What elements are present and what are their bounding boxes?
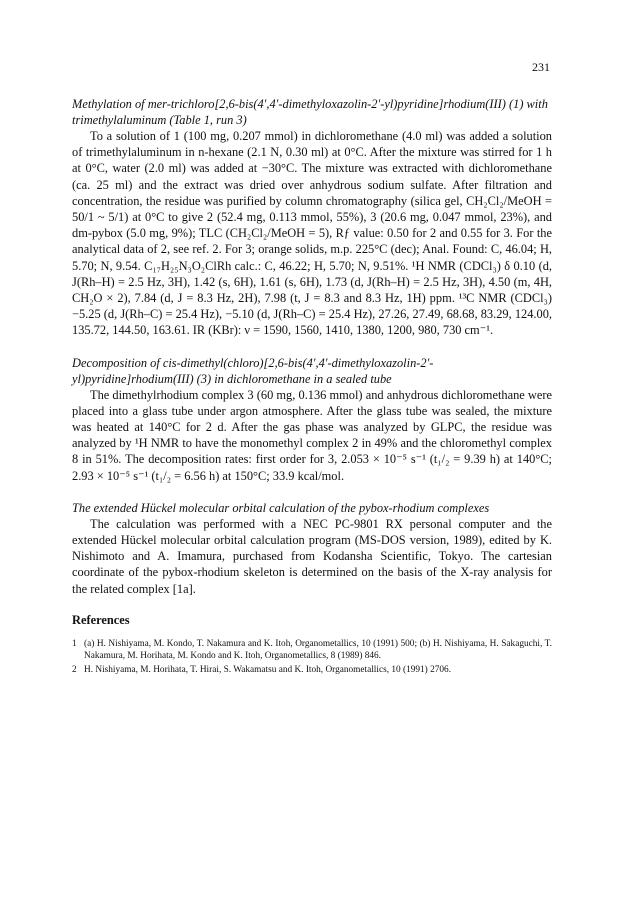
- section-title: The extended Hückel molecular orbital calculation of the pybox-rhodium complexes: [72, 500, 490, 515]
- section-paragraph: The calculation was performed with a NEC PC-9801 RX personal computer and the extended Hückel molecular orbital calculation program (MS-DOS version, 1989), edited by K. Nishimoto and A. Imamura, purchased from Kodansha Scientific, Tokyo. The cartesian coordinate of the pybox-rhodium skeleton is determined on the basis of the X-ray analysis for the related complex [1a].: [72, 516, 552, 596]
- section-huckel-calculation: [72, 500, 552, 597]
- reference-list: [72, 638, 552, 677]
- section-methylation: [72, 96, 552, 339]
- section-title: Methylation of mer-trichloro[2,6-bis(4′,4′-dimethyloxazolin-2′-yl)pyridine]rhodium(III) (1) with trimethylaluminum (Table 1, run 3): [72, 97, 548, 127]
- reference-number: 1: [72, 638, 77, 649]
- reference-item: [72, 664, 552, 677]
- reference-item: [72, 638, 552, 663]
- article-body: [72, 96, 552, 678]
- reference-text: (a) H. Nishiyama, M. Kondo, T. Nakamura and K. Itoh, Organometallics, 10 (1991) 500; (b) H. Nishiyama, H. Sakaguchi, T. Nakamura, M. Horihata, M. Kondo and K. Itoh, Organometallics, 8 (1989) 846.: [84, 638, 552, 662]
- section-paragraph: The dimethylrhodium complex 3 (60 mg, 0.136 mmol) and anhydrous dichloromethane were placed into a glass tube under argon atmosphere. After the glass tube was sealed, the mixture was heated at 140°C for 2 d. After the gas phase was analyzed by GLPC, the residue was analyzed by ¹H NMR to have the monomethyl complex 2 in 49% and the chloromethyl complex 8 in 51%. The decomposition rates: first order for 3, 2.053 × 10⁻⁵ s⁻¹ (t₁/₂ = 9.39 h) at 140°C; 2.93 × 10⁻⁵ s⁻¹ (t₁/₂ = 6.56 h) at 150°C; 33.9 kcal/mol.: [72, 387, 552, 483]
- reference-text: H. Nishiyama, M. Horihata, T. Hirai, S. Wakamatsu and K. Itoh, Organometallics, 10 (1991) 2706.: [84, 665, 452, 676]
- section-title: Decomposition of cis-dimethyl(chloro)[2,6-bis(4′,4′-dimethyloxazolin-2′-yl)pyridine]rhodium(III) (3) in dichloromethane in a sealed tube: [72, 355, 434, 386]
- references-heading: References: [72, 612, 130, 627]
- reference-number: 2: [72, 665, 77, 676]
- page-number: 231: [532, 60, 550, 74]
- section-decomposition: [72, 355, 552, 484]
- section-paragraph: To a solution of 1 (100 mg, 0.207 mmol) in dichloromethane (4.0 ml) was added a solution of trimethylaluminum in n-hexane (2.1 N, 0.30 ml) at 0°C. After the mixture was stirred for 1 h at 0°C, water (2.0 ml) was added at −30°C. The mixture was extracted with dichloromethane (ca. 25 ml) and the extract was dried over anhydrous sodium sulfate. After filtration and concentration, the residue was purified by column chromatography (silica gel, CH₂Cl₂/MeOH = 50/1 ~ 5/1) at 0°C to give 2 (52.4 mg, 0.113 mmol, 55%), 3 (20.6 mg, 0.047 mmol, 23%), and dm-pybox (5.0 mg, 9%); TLC (CH₂Cl₂/MeOH = 5), Rƒ value: 0.50 for 2 and 0.55 for 3. For the analytical data of 2, see ref. 2. For 3; orange solids, m.p. 225°C (dec); Anal. Found: C, 46.04; H, 5.70; N, 9.54. C₁₇H₂₅N₃O₂ClRh calc.: C, 46.22; H, 5.70; N, 9.51%. ¹H NMR (CDCl₃) δ 0.10 (d, J(Rh–H) = 2.5 Hz, 3H), 1.42 (s, 6H), 1.61 (s, 6H), 1.73 (d, J(Rh–H) = 2.5 Hz, 3H), 4.50 (m, 4H, CH₂O × 2), 7.84 (d, J = 8.3 Hz, 2H), 7.98 (t, J = 8.3 and 8.3 Hz, 1H) ppm. ¹³C NMR (CDCl₃) −5.25 (d, J(Rh–C) = 25.4 Hz), −5.10 (d, J(Rh–C) = 25.4 Hz), 27.26, 27.49, 68.68, 83.29, 124.00, 135.72, 144.50, 163.61. IR (KBr): ν = 1590, 1560, 1410, 1380, 1200, 980, 730 cm⁻¹.: [72, 129, 552, 338]
